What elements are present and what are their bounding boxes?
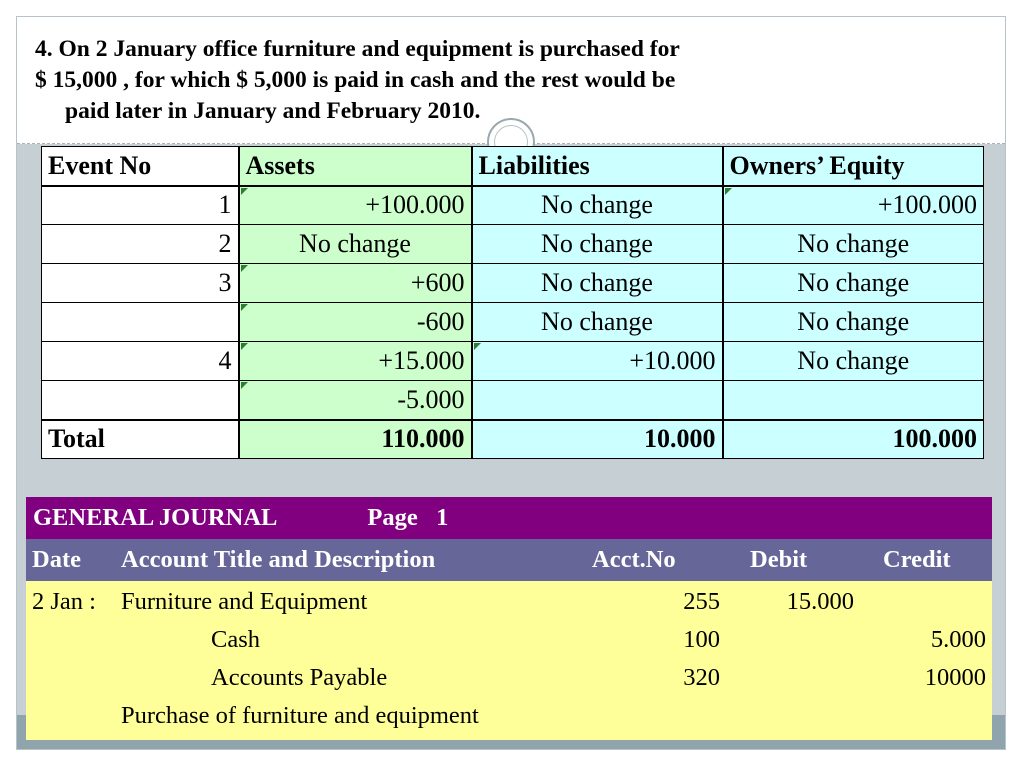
cell-assets: +15.000 (239, 342, 472, 381)
entry-account: Furniture and Equipment (121, 588, 368, 615)
table-header-row (42, 147, 984, 186)
table-row (42, 303, 984, 342)
problem-line-1: 4. On 2 January office furniture and equipment is purchased for (35, 36, 680, 62)
cell-equity (723, 381, 984, 420)
header-owners-equity: Owners’ Equity (723, 147, 984, 186)
cell-event: 3 (42, 264, 239, 303)
journal-entry-row (26, 622, 992, 660)
table-row (42, 264, 984, 303)
entry-credit: 10000 (924, 664, 986, 691)
entry-debit: 15.000 (786, 588, 854, 615)
cell-liabilities: No change (472, 303, 723, 342)
cell-liabilities: No change (472, 225, 723, 264)
table-row (42, 225, 984, 264)
journal-entry-row (26, 698, 992, 736)
table-row (42, 186, 984, 225)
journal-title: GENERAL JOURNAL (33, 504, 278, 531)
header-event-no: Event No (42, 147, 239, 186)
total-assets: 110.000 (239, 420, 472, 459)
cell-assets: -5.000 (239, 381, 472, 420)
cell-assets: +100.000 (239, 186, 472, 225)
problem-statement (35, 34, 975, 127)
cell-liabilities (472, 381, 723, 420)
cell-assets: -600 (239, 303, 472, 342)
header-assets: Assets (239, 147, 472, 186)
entry-account: Cash (211, 626, 260, 653)
total-label: Total (42, 420, 239, 459)
cell-assets: No change (239, 225, 472, 264)
general-journal (26, 497, 992, 740)
entry-acct-no: 100 (683, 626, 720, 653)
journal-page-number: Page 1 (367, 504, 449, 531)
cell-event: 2 (42, 225, 239, 264)
col-header-debit: Debit (750, 546, 808, 573)
entry-date: 2 Jan : (32, 588, 96, 615)
cell-equity: No change (723, 225, 984, 264)
entry-account: Accounts Payable (211, 664, 388, 691)
cell-event: 4 (42, 342, 239, 381)
cell-event (42, 303, 239, 342)
entry-acct-no: 320 (683, 664, 720, 691)
cell-assets: +600 (239, 264, 472, 303)
col-header-date: Date (32, 546, 81, 573)
cell-event (42, 381, 239, 420)
cell-equity: No change (723, 342, 984, 381)
cell-equity: No change (723, 303, 984, 342)
cell-equity: +100.000 (723, 186, 984, 225)
journal-entry-row (26, 660, 992, 698)
table-row (42, 381, 984, 420)
table-total-row (42, 420, 984, 459)
total-liabilities: 10.000 (472, 420, 723, 459)
problem-line-3: paid later in January and February 2010. (65, 98, 481, 124)
total-equity: 100.000 (723, 420, 984, 459)
cell-equity: No change (723, 264, 984, 303)
journal-column-headers (26, 539, 992, 581)
table-row (42, 342, 984, 381)
journal-entry-row (26, 584, 992, 622)
header-liabilities: Liabilities (472, 147, 723, 186)
entry-credit: 5.000 (930, 626, 986, 653)
cell-liabilities: No change (472, 264, 723, 303)
accounting-equation-table (41, 146, 984, 459)
col-header-credit: Credit (883, 546, 951, 573)
cell-liabilities: No change (472, 186, 723, 225)
entry-description: Purchase of furniture and equipment (121, 702, 479, 729)
col-header-account: Account Title and Description (121, 546, 436, 573)
col-header-acct-no: Acct.No (592, 546, 676, 573)
cell-event: 1 (42, 186, 239, 225)
cell-liabilities: +10.000 (472, 342, 723, 381)
entry-acct-no: 255 (683, 588, 720, 615)
problem-line-2: $ 15,000 , for which $ 5,000 is paid in cash and the rest would be (35, 67, 676, 93)
journal-title-bar (26, 497, 992, 539)
